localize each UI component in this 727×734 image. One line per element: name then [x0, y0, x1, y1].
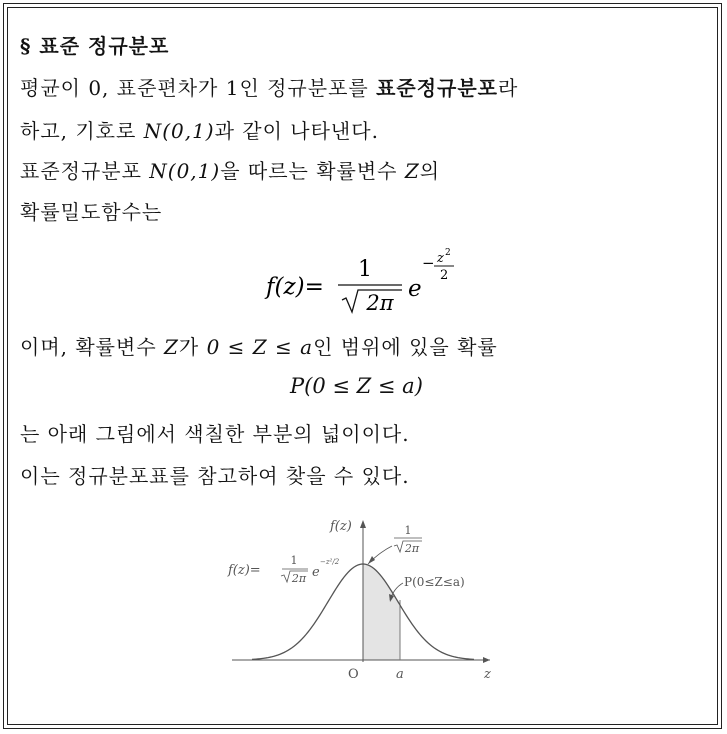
- definition-line-5: [20, 334, 498, 360]
- exp-base: e: [408, 276, 422, 302]
- bold-term: 표준정규분포: [376, 76, 498, 100]
- y-axis-label: f(z): [330, 519, 352, 534]
- text-segment: 평균이 0, 표준편차가 1인 정규분포를: [20, 76, 377, 100]
- formula-lhs: f(z)=: [266, 274, 324, 300]
- x-axis-label: z: [484, 667, 491, 682]
- formula-denominator: 2π: [366, 291, 394, 315]
- text-segment: 의: [419, 159, 441, 183]
- formula-numerator: 1: [358, 257, 372, 282]
- a-label: a: [396, 667, 404, 682]
- definition-line-1: [20, 75, 518, 101]
- normal-distribution-figure: [222, 510, 502, 685]
- definition-line-3: [20, 158, 440, 184]
- definition-line-7: 는 아래 그림에서 색칠한 부분의 넓이이다.: [20, 422, 410, 446]
- origin-label: O: [348, 667, 359, 682]
- text-segment: 라: [498, 76, 519, 100]
- curve-formula-denominator: 2π: [291, 572, 307, 585]
- probability-expression: P(0 ≤ Z ≤ a): [290, 374, 423, 398]
- math-notation: N(0,1): [143, 119, 215, 143]
- section-title: § 표준 정규분포: [20, 34, 170, 58]
- curve-formula-numerator: 1: [290, 554, 298, 567]
- text-segment: 표준정규분포: [20, 159, 150, 183]
- y-axis-arrow: [360, 520, 366, 528]
- density-formula: [262, 240, 502, 320]
- math-inequality: 0 ≤ Z ≤ a: [206, 335, 314, 359]
- text-segment: 이며, 확률변수: [20, 335, 164, 359]
- definition-line-4: 확률밀도함수는: [20, 200, 163, 224]
- curve-formula-e: e: [312, 565, 320, 580]
- text-segment: 가: [178, 335, 207, 359]
- area-label: P(0≤Z≤a): [404, 575, 465, 589]
- text-segment: 하고, 기호로: [20, 119, 144, 143]
- peak-label-denominator: 2π: [404, 542, 420, 555]
- text-segment: 을 따르는 확률변수: [220, 159, 405, 183]
- math-variable: Z: [404, 159, 420, 183]
- definition-line-8: 이는 정규분포표를 참고하여 찾을 수 있다.: [20, 464, 410, 488]
- text-segment: 인 범위에 있을 확률: [313, 335, 498, 359]
- shaded-area: [363, 564, 400, 660]
- exp-power: 2: [445, 248, 451, 258]
- text-segment: 과 같이 나타낸다.: [214, 119, 379, 143]
- curve-formula-lhs: f(z)=: [228, 563, 261, 578]
- exp-numerator: z: [437, 251, 444, 266]
- math-variable: Z: [164, 335, 179, 359]
- math-notation: N(0,1): [149, 159, 221, 183]
- exp-denominator: 2: [440, 268, 449, 283]
- x-axis-arrow: [483, 657, 490, 663]
- peak-label-numerator: 1: [404, 524, 412, 537]
- exp-sign: −: [422, 254, 435, 272]
- curve-formula-exponent: −z²/2: [320, 558, 340, 566]
- definition-line-2: [20, 118, 379, 144]
- peak-pointer-arrow: [368, 556, 375, 564]
